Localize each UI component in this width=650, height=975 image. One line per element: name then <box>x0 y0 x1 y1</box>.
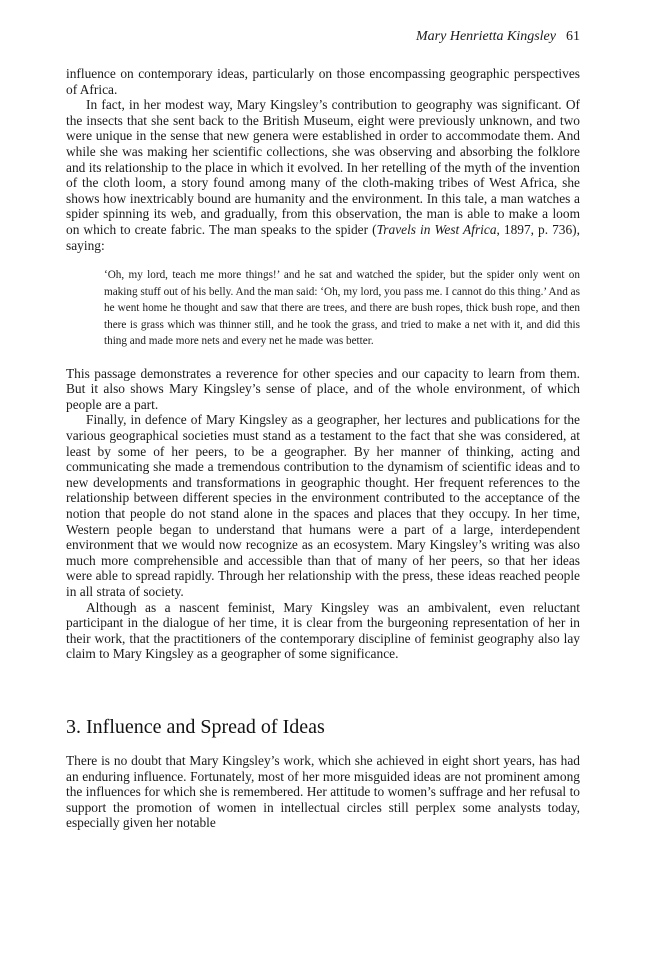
paragraph-contribution-text: In fact, in her modest way, Mary Kingsley’s contribution to geography was significant. Of the insects that she sent back to the British Museum, eight were previously unknown, and two were unique in the sense that new genera were established in order to accommodate them. And while she was making her scientific collections, she was observing and absorbing the folklore and its relationship to the place in which it evolved. In her retelling of the myth of the invention of the cloth loom, a story found among many of the cloth-making tribes of West Africa, she shows how inextricably bound are humanity and the environment. In this tale, a man watches a spider spinning its web, and gradually, from this observation, the man is able to make a loom on which to create fabric. The man speaks to the spider ( <box>66 97 580 237</box>
citation-details: , 1897, p. 736), saying: <box>66 221 580 253</box>
paragraph-defence: Finally, in defence of Mary Kingsley as a geographer, her lectures and publications for the various geographical societies must stand as a testament to the fact that she was considered, at least by some of her peers, to be a geographer. By her manner of thinking, acting and communicating she made a tremendous contribution to the dynamism of scientific ideas and to new developments and transformations in geographic thought. Her frequent references to the relationship between different species in the environment contributed to the acceptance of the notion that people do not stand alone in the spaces and places that they occupy. In her time, Western people began to understand that humans were a part of a large, interdependent environment that we would now recognize as an ecosystem. Mary Kingsley’s writing was also much more comprehensible and accessible than that of many of her peers, so that her ideas were able to spread rapidly. Through her relationship with the press, these ideas reached people in all strata of society. <box>66 412 580 599</box>
book-page <box>66 28 580 831</box>
page-number: 61 <box>566 29 580 44</box>
running-head-title: Mary Henrietta Kingsley <box>416 29 556 44</box>
paragraph-continuation: influence on contemporary ideas, particularly on those encompassing geographic perspectives of Africa. <box>66 66 580 97</box>
paragraph-feminist: Although as a nascent feminist, Mary Kingsley was an ambivalent, even reluctant participant in the dialogue of her time, it is clear from the burgeoning representation of her in their work, that the practitioners of the contemporary discipline of feminist geography also lay claim to Mary Kingsley as a geographer of some significance. <box>66 599 580 662</box>
cited-work-title: Travels in West Africa <box>376 221 497 237</box>
block-quote <box>66 267 580 350</box>
running-head <box>66 28 580 46</box>
section-heading: 3. Influence and Spread of Ideas <box>66 715 325 738</box>
block-quote-text: ‘Oh, my lord, teach me more things!’ and he sat and watched the spider, but the spider only went on making stuff out of his belly. And the man said: ‘Oh, my lord, you pass me. I cannot do this thing.’ And as he went home he thought and saw that there are trees, and there are bush ropes, thick bush rope, and then there is grass which was thinner still, and he took the grass, and tried to make a net with it, and did this thing and made more nets and every net he made was better. <box>104 269 580 348</box>
paragraph-influence: There is no doubt that Mary Kingsley’s work, which she achieved in eight short years, has had an enduring influence. Fortunately, most of her more misguided ideas are not prominent among the influences for which she is remembered. Her attitude to women’s suffrage and her refusal to support the promotion of women in intellectual circles still perplex some analysts today, especially given her notable <box>66 752 580 831</box>
paragraph-contribution <box>66 97 580 253</box>
paragraph-reverence: This passage demonstrates a reverence for other species and our capacity to learn from them. But it also shows Mary Kingsley’s sense of place, and of the whole environment, of which people are a part. <box>66 365 580 412</box>
